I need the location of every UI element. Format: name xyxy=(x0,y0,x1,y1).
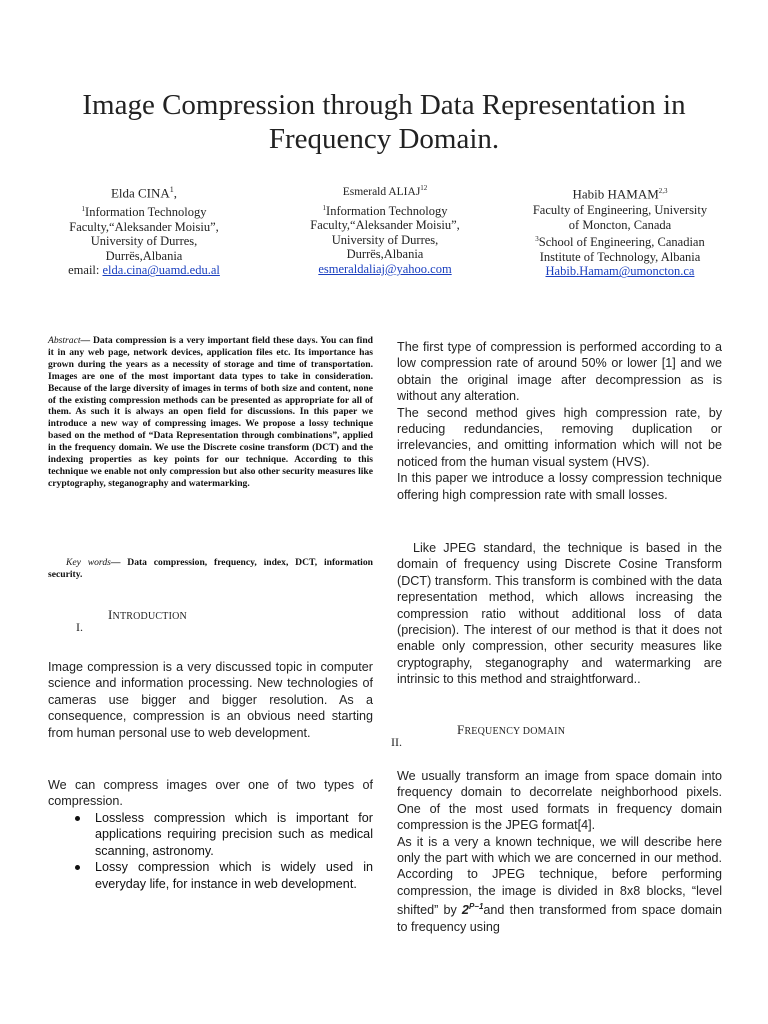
author-affiliation-line: University of Durres, xyxy=(90,234,198,249)
author-affiliation-line: $^3$School of Engineering, Canadian xyxy=(535,235,705,250)
intro-paragraph-1: Image compression is a very discussed topic in computer science and information processing. New technologies of cameras use bigger and bigger resolution. As a consequence, compression is an obvious need starting from human personal use to web development. xyxy=(48,660,373,740)
author-name: Habib HAMAM$^{2,3}$ xyxy=(572,186,668,202)
keywords: Key words— Data compression, frequency, index, DCT, information security. xyxy=(48,557,373,580)
author-email-link[interactable]: esmeraldaliaj@yahoo.com xyxy=(318,261,452,276)
section-title: FREQUENCY DOMAIN xyxy=(457,722,566,737)
paragraph: We usually transform an image from space domain into frequency domain to decorrelate neighborhood pixels. One of the most used formats in frequency domain compression is the JPEG format[4]. xyxy=(397,769,722,833)
author-affiliation-line: $^1$Information Technology xyxy=(81,205,207,220)
author-affiliation-line: of Moncton, Canada xyxy=(568,217,672,232)
author-name: Elda CINA$^1$, xyxy=(110,185,178,201)
section-heading-frequency-domain xyxy=(391,720,722,756)
section-heading-introduction xyxy=(48,605,373,641)
author-affiliation-line: Faculty,“Aleksander Moisiu”, xyxy=(69,219,219,234)
paper-title: Image Compression through Data Representation in Frequency Domain. xyxy=(82,89,686,155)
list-item: Lossy compression which is widely used in everyday life, for instance in web development. xyxy=(48,859,373,892)
bullet-icon xyxy=(75,865,80,870)
section-number: I. xyxy=(76,620,83,634)
abstract: Abstract— Data compression is a very important field these days. You can find it in any web page, network devices, application files etc. Its importance has grown during the years as a necessity of storage and time of transportation. Images are one of the most important data types to take in consideration. Because of the large diversity of images in terms of both size and content, none of the existing compression methods can be presented as appropriate for all of them. As such it is always an open field for discussions. In this paper we introduce a new way of compressing images. We propose a lossy technique based on the method of “Data Representation through combinations”, applied in the frequency domain. We use the Discrete cosine transform (DCT) and the indexing properties as key points for our technique. According to this technique we enable not only compression but also other security measures like cryptography, steganography and watermarking. xyxy=(48,335,373,489)
list-item: Lossless compression which is important for applications requiring precision such as medical scanning, astronomy. xyxy=(48,810,373,859)
math-expression: 2 xyxy=(461,903,469,918)
author-email-line xyxy=(520,264,720,279)
right-column-text-1 xyxy=(397,339,722,503)
author-affiliation-line: Faculty of Engineering, University xyxy=(532,203,708,218)
author-affiliation-line: University of Durres, xyxy=(331,232,439,247)
paragraph: As it is a very a known technique, we will describe here only the part with which we are concerned in our method. According to JPEG technique, before performing compression, the image is divided in 8x8 blocks, “level shifted” by $2^{P-1}and$ then transformed from space domain to frequency using xyxy=(397,834,722,934)
right-column-text-3 xyxy=(397,768,722,935)
author-email-link[interactable]: elda.cina@uamd.edu.al xyxy=(102,263,220,278)
compression-types-list xyxy=(48,810,373,892)
author-affiliation-line: Durrës,Albania xyxy=(346,247,424,262)
intro-paragraph-2: We can compress images over one of two types of compression. xyxy=(48,778,373,809)
paragraph: Like JPEG standard, the technique is based in the domain of frequency using Discrete Cosine Transform (DCT) transform. This transform is combined with the data representation method, which allows increasing the compression ratio without additional loss of data (precision). The interest of our method is that it does not enable only compression, other security measures like cryptography, steganography and watermarking are intrinsic to this method and straightforward.. xyxy=(397,541,722,687)
keywords-label: Key words xyxy=(66,557,111,568)
abstract-label: Abstract xyxy=(48,335,81,346)
author-email-link[interactable]: Habib.Hamam@umoncton.ca xyxy=(545,264,695,279)
author-name: Esmerald ALIAJ$^{12}$ xyxy=(342,184,428,198)
paragraph: In this paper we introduce a lossy compression technique offering high compression rate with small losses. xyxy=(397,471,722,502)
author-affiliation-line: Durrës,Albania xyxy=(105,248,183,263)
author-affiliation-line: $^1$Information Technology xyxy=(322,203,448,218)
author-affiliation-line: Faculty,“Aleksander Moisiu”, xyxy=(310,218,460,233)
author-block-1 xyxy=(56,181,232,278)
section-title: INTRODUCTION xyxy=(108,607,187,622)
author-email-line xyxy=(290,262,480,277)
author-email-line: email: elda.cina@uamd.edu.al xyxy=(68,263,220,278)
author-block-3 xyxy=(520,182,720,279)
keywords-text: Data compression, frequency, index, DCT, information security. xyxy=(48,557,373,580)
abstract-text: Data compression is a very important field these days. You can find it in any web page, network devices, application files etc. Its importance has grown during the years as a necessity of storage and time of transportation. Images are one of the most important data types to take in consideration. Because of the large diversity of images in terms of both size and content, none of the existing compression methods can be presented as appropriate for all of them. As such it is always an open field for discussions. In this paper we introduce a new way of compressing images. We propose a lossy technique based on the method of “Data Representation through combinations”, applied in the frequency domain. We use the Discrete cosine transform (DCT) and the indexing properties as key points for our technique. According to this technique we enable not only compression but also other security measures like cryptography, steganography and watermarking. xyxy=(48,335,373,489)
right-column-text-2 xyxy=(397,540,722,688)
paragraph: The second method gives high compression rate, by reducing redundancies, removing duplication or irrelevancies, and omitting information which will not be noticed from the human visual system (HVS). xyxy=(397,405,722,469)
section-number: II. xyxy=(391,735,402,749)
bullet-icon xyxy=(75,816,80,821)
paragraph: The first type of compression is performed according to a low compression rate of around 50% or lower [1] and we obtain the original image after decompression as is without any alteration. xyxy=(397,340,722,404)
author-affiliation-line: Institute of Technology, Albania xyxy=(539,249,701,264)
author-block-2 xyxy=(290,179,480,276)
